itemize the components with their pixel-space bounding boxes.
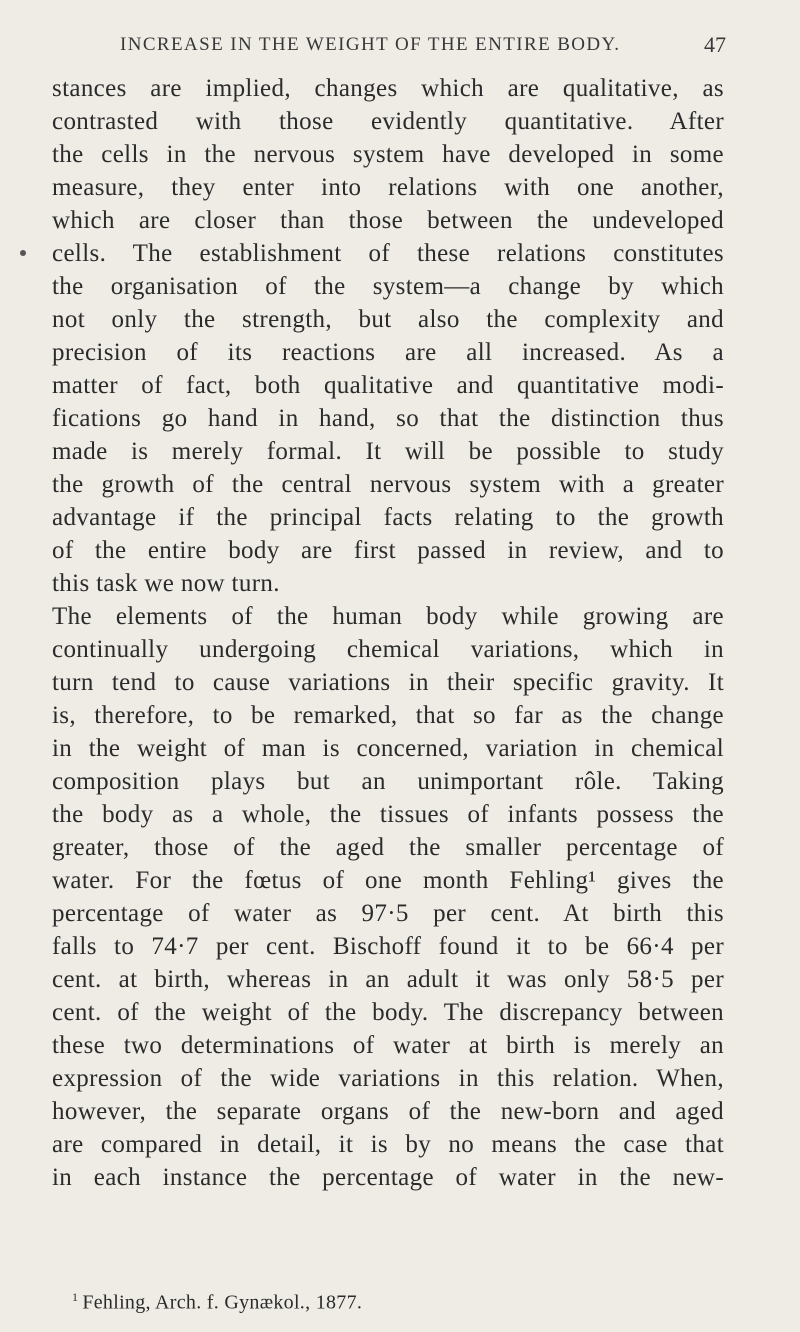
text-line: the cells in the nervous system have developed in some [52,141,724,168]
text-line: these two determinations of water at birth is merely an [52,1032,724,1059]
text-line: which are closer than those between the undeveloped [52,207,724,234]
running-head-title: INCREASE IN THE WEIGHT OF THE ENTIRE BODY. [120,34,621,55]
text-line: in each instance the percentage of water in the new- [52,1164,724,1191]
text-line: turn tend to cause variations in their specific gravity. It [52,669,724,696]
text-line: continually undergoing chemical variations, which in [52,636,724,663]
text-line: greater, those of the aged the smaller percentage of [52,834,724,861]
text-line: the body as a whole, the tissues of infants possess the [52,801,724,828]
text-line: the organisation of the system—a change by which [52,273,724,300]
text-line: falls to 74·7 per cent. Bischoff found it to be 66·4 per [52,933,724,960]
body-text [52,72,724,1194]
text-line: water. For the fœtus of one month Fehling¹ gives the [52,867,724,894]
text-line: in the weight of man is concerned, variation in chemical [52,735,724,762]
text-line: made is merely formal. It will be possible to study [52,438,724,465]
text-line: of the entire body are first passed in review, and to [52,537,724,564]
footnote-mark: 1 [72,1290,79,1304]
text-line: is, therefore, to be remarked, that so far as the change [52,702,724,729]
text-line: cent. of the weight of the body. The discrepancy between [52,999,724,1026]
text-line: cells. The establishment of these relations constitutes [52,240,724,267]
text-line: this task we now turn. [52,570,280,597]
text-line: contrasted with those evidently quantitative. After [52,108,724,135]
text-line: expression of the wide variations in this relation. When, [52,1065,724,1092]
text-line: not only the strength, but also the complexity and [52,306,724,333]
text-line: the growth of the central nervous system with a greater [52,471,724,498]
text-line: precision of its reactions are all increased. As a [52,339,724,366]
footnote [72,1284,362,1316]
text-line: are compared in detail, it is by no means the case that [52,1131,724,1158]
text-line: fications go hand in hand, so that the distinction thus [52,405,724,432]
page-number: 47 [704,32,726,57]
text-line: percentage of water as 97·5 per cent. At birth this [52,900,724,927]
text-line: cent. at birth, whereas in an adult it was only 58·5 per [52,966,724,993]
text-line: stances are implied, changes which are qualitative, as [52,75,724,102]
margin-dot [20,250,26,256]
running-head [0,28,800,68]
text-line: composition plays but an unimportant rôle. Taking [52,768,724,795]
text-line: however, the separate organs of the new-born and aged [52,1098,724,1125]
text-line: advantage if the principal facts relating to the growth [52,504,724,531]
text-line: The elements of the human body while growing are [52,603,724,630]
text-line: matter of fact, both qualitative and quantitative modi- [52,372,724,399]
text-line: measure, they enter into relations with one another, [52,174,724,201]
footnote-text: Fehling, Arch. f. Gynækol., 1877. [82,1291,363,1314]
